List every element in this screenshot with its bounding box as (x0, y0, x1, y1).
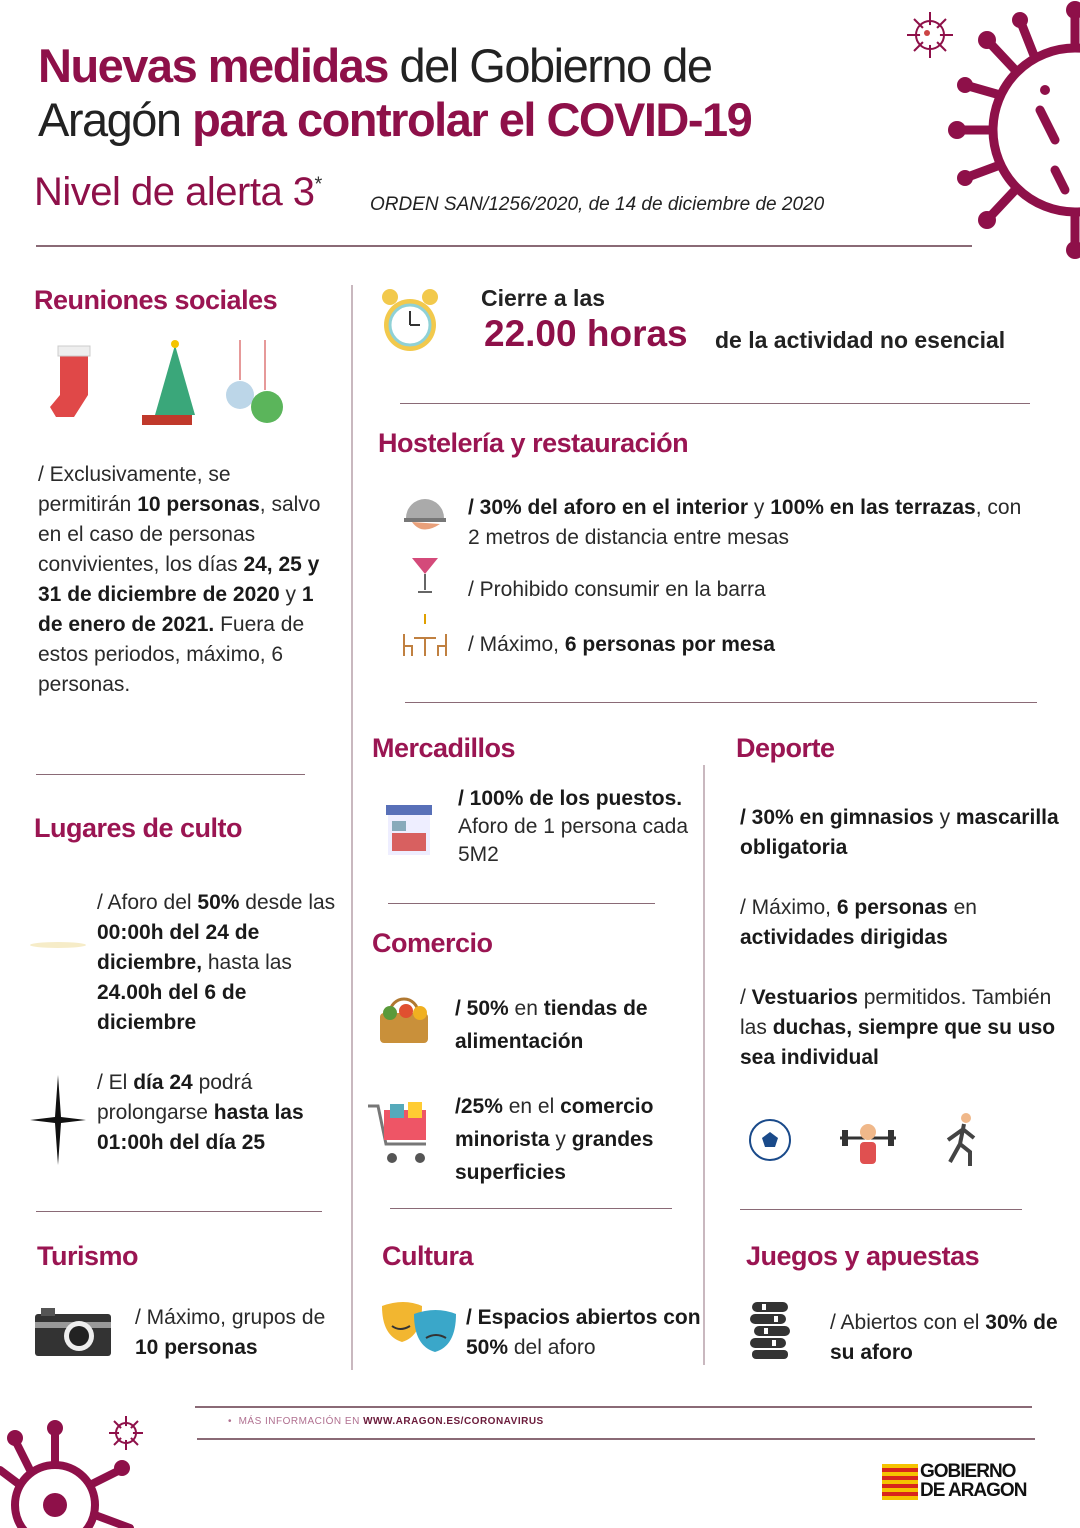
hosteleria-item-1 (468, 493, 1038, 553)
culto-item-1 (97, 888, 347, 1038)
text-segment: 00:00h del 24 de diciembre, (97, 921, 260, 974)
cocktail-icon (410, 550, 440, 596)
text-segment: 100% en las terrazas (770, 496, 976, 519)
alert-asterisk: * (314, 173, 322, 196)
text-segment: día 24 (133, 1071, 193, 1094)
text-segment: Vestuarios (751, 986, 858, 1009)
comercio-heading: Comercio (372, 928, 493, 958)
turismo-heading: Turismo (37, 1241, 139, 1271)
text-segment: 10 personas (135, 1336, 258, 1359)
text-segment: y (549, 1128, 572, 1151)
market-stall-icon (384, 803, 434, 857)
text-segment: Aforo de 1 persona cada 5M2 (458, 815, 688, 866)
alarm-clock-icon (378, 283, 442, 358)
more-info-label: MÁS INFORMACIÓN EN (238, 1416, 364, 1427)
cultura-text (466, 1303, 706, 1363)
theater-masks-icon (380, 1300, 458, 1356)
divider (36, 774, 305, 775)
text-segment: , salvo en el caso de personas convivientes, los días (38, 493, 321, 576)
text-segment: tiendas de alimentación (455, 997, 648, 1053)
virus-icon (945, 0, 1080, 260)
divider (390, 1208, 672, 1209)
divider (405, 702, 1037, 703)
text-segment: / Aforo del (97, 891, 198, 914)
logo-line-1: GOBIERNO (920, 1461, 1016, 1482)
text-segment: 50% (197, 891, 240, 914)
text-segment: en el (502, 1095, 561, 1118)
text-segment: permitidos. También las (740, 986, 1052, 1039)
mercadillos-heading: Mercadillos (372, 733, 516, 763)
hosteleria-item-2 (468, 575, 1028, 605)
column-divider-left (351, 285, 353, 1370)
text-segment: mascarilla obligatoria (740, 806, 1059, 859)
text-segment: hasta las 01:00h del día 25 (97, 1101, 304, 1154)
turismo-text (135, 1303, 345, 1363)
text-segment: 6 personas (836, 896, 948, 919)
text-segment: duchas, siempre que su uso sea individual (740, 1016, 1056, 1069)
divider (740, 1209, 1022, 1210)
text-segment: / Máximo, (740, 896, 837, 919)
juegos-heading: Juegos y apuestas (746, 1241, 980, 1271)
text-segment: / El (97, 1071, 134, 1094)
christmas-decorations-icon (40, 340, 290, 430)
text-segment: en (508, 997, 544, 1020)
text-segment: 24.00h del 6 de diciembre (97, 981, 247, 1034)
text-segment: grandes superficies (455, 1128, 654, 1184)
text-segment: actividades dirigidas (740, 926, 948, 949)
text-segment: / Exclusivamente, se permitirán (38, 463, 231, 516)
text-segment: podrá prolongarse (97, 1071, 253, 1124)
text-segment: en (947, 896, 977, 919)
grocery-basket-icon (376, 993, 432, 1047)
shopping-cart-icon (366, 1100, 434, 1166)
text-segment: / 50% (455, 997, 509, 1020)
weightlifting-icon (838, 1118, 898, 1168)
reuniones-text (38, 460, 328, 700)
comercio-item-2 (455, 1090, 700, 1189)
text-segment: hasta las (202, 951, 292, 974)
closing-time: 22.00 horas (484, 313, 688, 354)
culto-item-2 (97, 1068, 347, 1158)
soccer-ball-icon (748, 1118, 792, 1162)
hosteleria-heading: Hostelería y restauración (378, 428, 689, 458)
bullet: • (228, 1416, 239, 1427)
comercio-item-1 (455, 992, 690, 1058)
order-reference: ORDEN SAN/1256/2020, de 14 de diciembre de 2020 (370, 194, 825, 215)
title-line-2 (38, 92, 751, 148)
text-segment: del aforo (508, 1336, 596, 1359)
juegos-text (830, 1308, 1060, 1368)
small-virus-icon (905, 10, 955, 60)
text-segment: y (748, 496, 771, 519)
serving-cloche-icon (402, 490, 448, 536)
deporte-item-1 (740, 803, 1070, 863)
text-segment: para controlar el COVID-19 (192, 93, 752, 146)
text-segment: / Máximo, grupos de (135, 1306, 326, 1329)
aragon-flag-icon (882, 1464, 918, 1500)
text-segment: 10 personas (137, 493, 260, 516)
star-icon (30, 1075, 86, 1165)
deporte-item-2 (740, 893, 1070, 953)
text-segment: y (279, 583, 302, 606)
deporte-heading: Deporte (736, 733, 835, 763)
text-segment: Nuevas medidas (38, 39, 388, 92)
divider (388, 903, 655, 904)
closing-prefix: Cierre a las (481, 285, 606, 311)
text-segment: desde las (239, 891, 336, 914)
column-divider-right (703, 765, 705, 1365)
divider (400, 403, 1030, 404)
hosteleria-item-3 (468, 630, 1028, 660)
gobierno-aragon-logo (882, 1462, 1038, 1502)
divider (36, 1211, 322, 1212)
text-segment: / Máximo, (468, 633, 565, 656)
text-segment: Aragón (38, 93, 193, 146)
alert-level-text: Nivel de alerta 3 (34, 170, 315, 214)
faint-sparkle-icon (28, 930, 88, 960)
text-segment: / 30% del aforo en el interior (468, 496, 749, 519)
deporte-item-3 (740, 983, 1070, 1073)
text-segment: 1 de enero de 2021. (38, 583, 314, 636)
closing-suffix: de la actividad no esencial (715, 327, 1006, 353)
text-segment: 6 personas por mesa (564, 633, 775, 656)
text-segment: / (740, 986, 752, 1009)
casino-chips-icon (748, 1300, 792, 1360)
text-segment: , con 2 metros de distancia entre mesas (468, 496, 1022, 549)
text-segment: / 100% de los puestos. (458, 787, 683, 810)
culto-heading: Lugares de culto (34, 813, 243, 843)
text-segment: / Espacios abiertos con 50% (466, 1306, 701, 1359)
alert-level (34, 170, 322, 215)
runner-icon (940, 1112, 980, 1170)
more-info (228, 1416, 544, 1427)
text-segment: / 30% en gimnasios (740, 806, 934, 829)
logo-line-2: DE ARAGON (920, 1480, 1027, 1501)
small-virus-icon-bottom (108, 1415, 144, 1451)
footer-divider-top (195, 1406, 1032, 1408)
footer-divider-bottom (197, 1438, 1035, 1440)
more-info-link[interactable]: WWW.ARAGON.ES/CORONAVIRUS (363, 1416, 544, 1427)
reuniones-heading: Reuniones sociales (34, 285, 278, 315)
text-segment: 24, 25 y 31 de diciembre de 2020 (38, 553, 320, 606)
text-segment: /25% (455, 1095, 503, 1118)
text-segment: Fuera de estos periodos, máximo, 6 personas. (38, 613, 305, 696)
text-segment: / Abiertos con el (830, 1311, 986, 1334)
header-divider (36, 245, 972, 247)
mercadillos-text (458, 785, 693, 869)
text-segment: del Gobierno de (387, 39, 712, 92)
camera-icon (35, 1308, 111, 1356)
text-segment: 30% de su aforo (830, 1311, 1058, 1364)
title-line-1 (38, 38, 711, 94)
table-chairs-icon (400, 612, 450, 658)
text-segment: y (933, 806, 956, 829)
text-segment: / Prohibido consumir en la barra (468, 578, 766, 601)
text-segment: comercio minorista (455, 1095, 654, 1151)
cultura-heading: Cultura (382, 1241, 473, 1271)
